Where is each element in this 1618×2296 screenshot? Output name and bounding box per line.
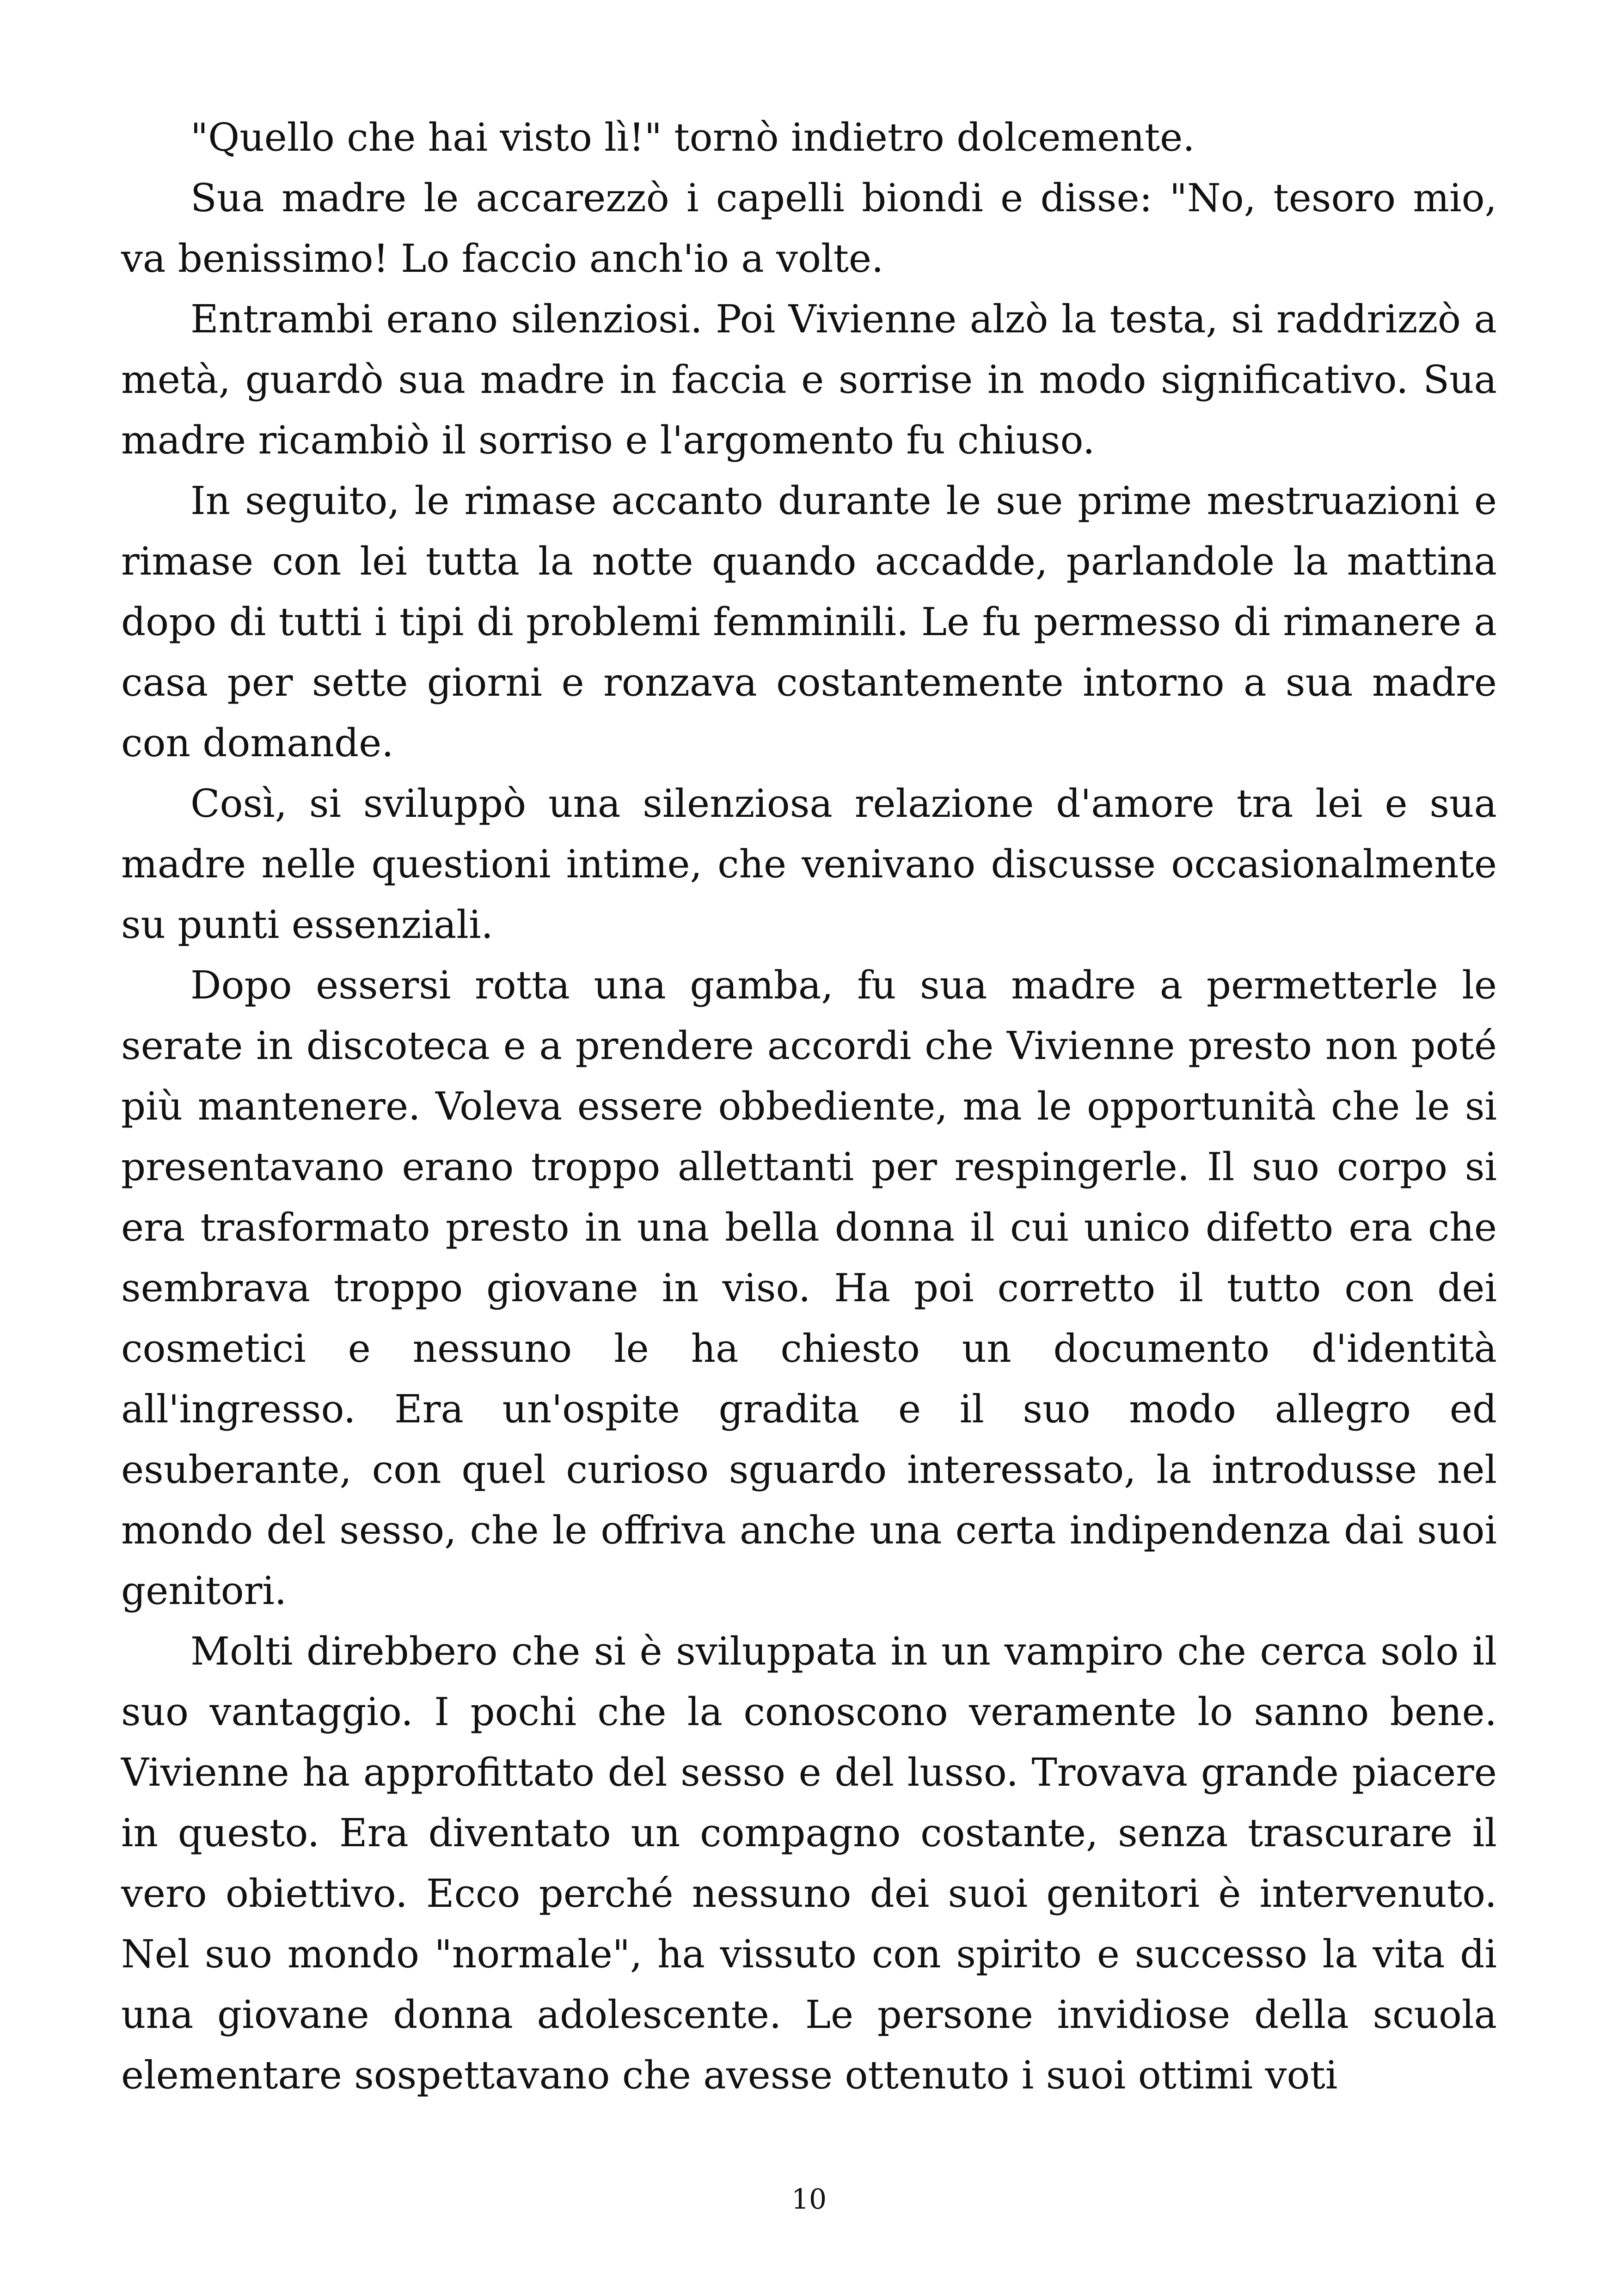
paragraph-1: "Quello che hai visto lì!" tornò indietro dolcemente.: [190, 115, 1195, 160]
paragraph-2: Sua madre le accarezzò i capelli biondi e disse: "No, tesoro mio, va benissimo! Lo faccio anch'io a volte.: [121, 176, 1497, 281]
paragraph-6: Dopo essersi rotta una gamba, fu sua madre a permetterle le serate in discoteca e a prendere accordi che Vivienne presto non poté più mantenere. Voleva essere obbediente, ma le opportunità che le si presentavano erano troppo allettanti per respingerle. Il suo corpo si era trasformato presto in una bella donna il cui unico difetto era che sembrava troppo giovane in viso. Ha poi corretto il tutto con dei cosmetici e nessuno le ha chiesto un documento d'identità all'ingresso. Era un'ospite gradita e il suo modo allegro ed esuberante, con quel curioso sguardo interessato, la introdusse nel mondo del sesso, che le offriva anche una certa indipendenza dai suoi genitori.: [121, 963, 1497, 1613]
page-number: 10: [791, 2183, 827, 2216]
paragraph-5: Così, si sviluppò una silenziosa relazione d'amore tra lei e sua madre nelle questioni intime, che venivano discusse occasionalmente su punti essenziali.: [121, 781, 1497, 947]
paragraph-4: In seguito, le rimase accanto durante le sue prime mestruazioni e rimase con lei tutta la notte quando accadde, parlandole la mattina dopo di tutti i tipi di problemi femminili. Le fu permesso di rimanere a casa per sette giorni e ronzava costantemente intorno a sua madre con domande.: [121, 478, 1497, 765]
page-text: [121, 107, 1497, 2106]
paragraph-7: Molti direbbero che si è sviluppata in un vampiro che cerca solo il suo vantaggio. I pochi che la conoscono veramente lo sanno bene. Vivienne ha approfittato del sesso e del lusso. Trovava grande piacere in questo. Era diventato un compagno costante, senza trascurare il vero obiettivo. Ecco perché nessuno dei suoi genitori è intervenuto. Nel suo mondo "normale", ha vissuto con spirito e successo la vita di una giovane donna adolescente. Le persone invidiose della scuola elementare sospettavano che avesse ottenuto i suoi ottimi voti: [121, 1629, 1497, 2098]
paragraph-3: Entrambi erano silenziosi. Poi Vivienne alzò la testa, si raddrizzò a metà, guardò sua madre in faccia e sorrise in modo significativo. Sua madre ricambiò il sorriso e l'argomento fu chiuso.: [121, 297, 1497, 463]
